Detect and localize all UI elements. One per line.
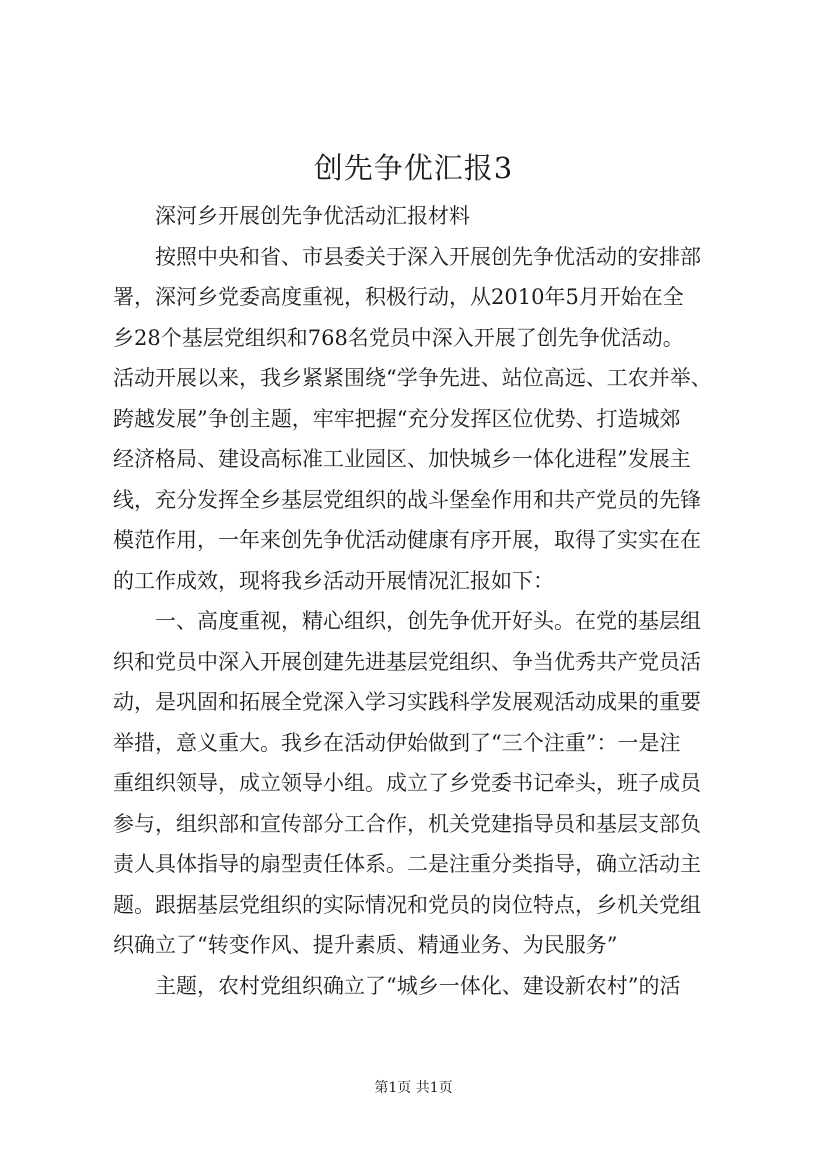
paragraph-line: 模范作用，一年来创先争优活动健康有序开展，取得了实实在在 [113,528,701,552]
document-title: 创先争优汇报3 [313,151,514,185]
page-footer: 第1页 共1页 [374,1080,453,1096]
paragraph-line: 织和党员中深入开展创建先进基层党组织、争当优秀共产党员活 [113,649,701,674]
paragraph-line: 一、高度重视，精心组织，创先争优开好头。在党的基层组 [155,609,701,633]
paragraph-line: 动，是巩固和拓展全党深入学习实践科学发展观活动成果的重要 [113,690,701,714]
paragraph-line: 线，充分发挥全乡基层党组织的战斗堡垒作用和共产党员的先锋 [113,487,701,512]
paragraph-line: 活动开展以来，我乡紧紧围绕“学争先进、站位高远、工农并举、 [113,366,712,390]
paragraph-line: 跨越发展”争创主题，牢牢把握“充分发挥区位优势、打造城郊 [113,406,681,431]
paragraph-line: 织确立了“转变作风、提升素质、精通业务、为民服务” [113,933,618,957]
paragraph-line: 署，深河乡党委高度重视，积极行动，从2010年5月开始在全 [113,285,684,309]
paragraph-line: 责人具体指导的扇型责任体系。二是注重分类指导，确立活动主 [113,852,701,876]
paragraph-line: 题。跟据基层党组织的实际情况和党员的岗位特点，乡机关党组 [113,892,701,917]
paragraph-line: 按照中央和省、市县委关于深入开展创先争优活动的安排部 [155,244,701,269]
paragraph-line: 乡28个基层党组织和768名党员中深入开展了创先争优活动。 [113,325,684,350]
document-body [113,196,723,1006]
paragraph-line: 举措，意义重大。我乡在活动伊始做到了“三个注重”：一是注 [113,730,681,755]
subtitle-line: 深河乡开展创先争优活动汇报材料 [155,204,470,228]
paragraph-line: 经济格局、建设高标准工业园区、加快城乡一体化进程”发展主 [113,447,691,471]
paragraph-line: 的工作成效，现将我乡活动开展情况汇报如下： [113,568,554,593]
paragraph-line: 重组织领导，成立领导小组。成立了乡党委书记牵头，班子成员 [113,771,701,795]
paragraph-line: 参与，组织部和宣传部分工合作，机关党建指导员和基层支部负 [113,811,701,836]
paragraph-line: 主题，农村党组织确立了“城乡一体化、建设新农村”的活 [155,973,681,998]
